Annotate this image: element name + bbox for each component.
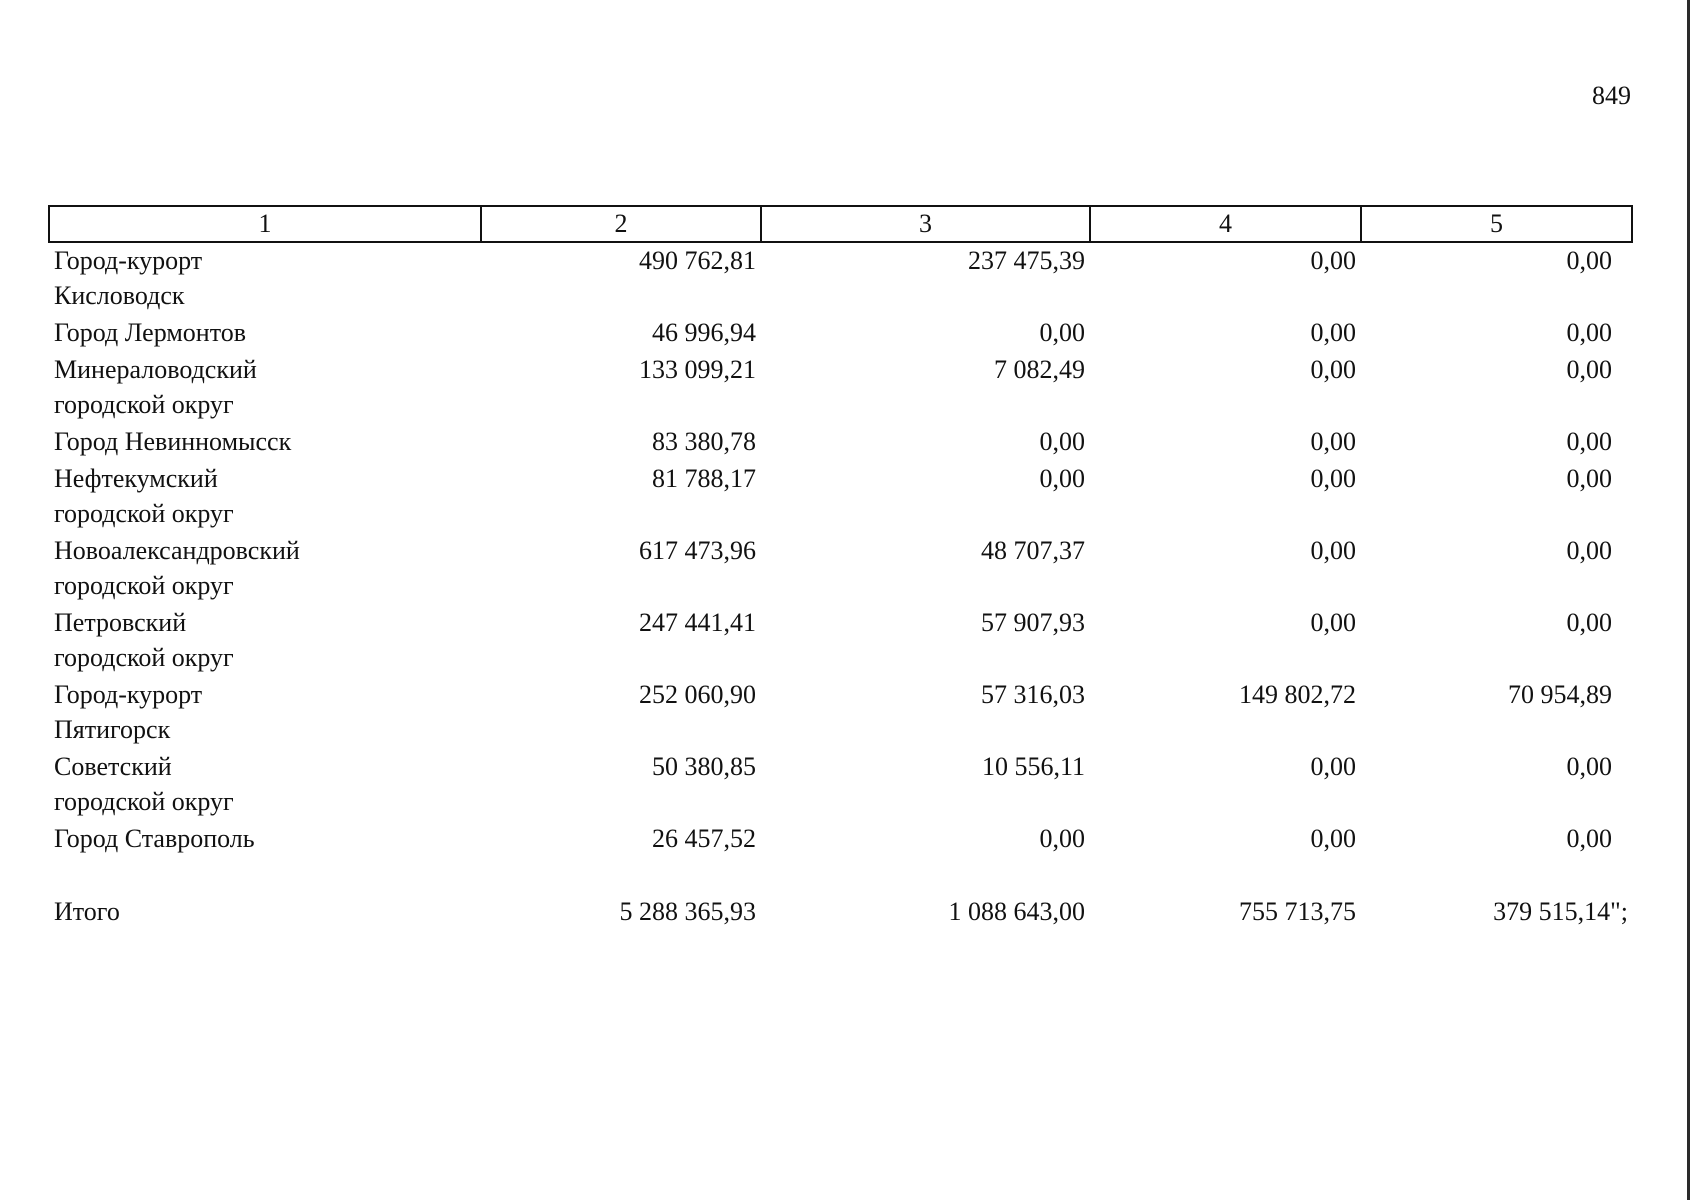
value-col-3: 0,00 — [1039, 427, 1085, 456]
value-col-2: 46 996,94 — [652, 318, 756, 347]
table-row — [49, 677, 1632, 749]
total-label: Итого — [54, 897, 120, 926]
value-col-3: 57 316,03 — [981, 680, 1085, 709]
table-row — [49, 461, 1632, 533]
value-col-4: 0,00 — [1310, 427, 1356, 456]
table-header — [49, 206, 1632, 242]
value-col-2: 247 441,41 — [639, 608, 756, 637]
value-col-5: 0,00 — [1566, 464, 1612, 493]
value-col-5: 0,00 — [1566, 318, 1612, 347]
table-row — [49, 533, 1632, 605]
header-row — [49, 206, 1632, 242]
municipality-name: Город-курорт Кисловодск — [54, 246, 203, 310]
value-col-4: 0,00 — [1310, 536, 1356, 565]
value-col-3: 0,00 — [1039, 464, 1085, 493]
municipality-name: Город Лермонтов — [54, 318, 246, 347]
table-row — [49, 605, 1632, 677]
spacer-cell — [481, 858, 761, 894]
header-col-2: 2 — [481, 206, 761, 242]
value-col-5: 0,00 — [1566, 536, 1612, 565]
page-number: 849 — [1592, 81, 1631, 110]
value-col-3: 0,00 — [1039, 824, 1085, 853]
value-col-5: 0,00 — [1566, 608, 1612, 637]
value-col-3: 48 707,37 — [981, 536, 1085, 565]
table-row — [49, 749, 1632, 821]
value-col-4: 0,00 — [1310, 464, 1356, 493]
value-col-3: 7 082,49 — [994, 355, 1085, 384]
value-col-2: 252 060,90 — [639, 680, 756, 709]
value-col-2: 81 788,17 — [652, 464, 756, 493]
value-col-3: 0,00 — [1039, 318, 1085, 347]
value-col-4: 149 802,72 — [1239, 680, 1356, 709]
total-row — [49, 894, 1632, 931]
value-col-2: 133 099,21 — [639, 355, 756, 384]
municipality-name: Город Ставрополь — [54, 824, 255, 853]
table-row — [49, 424, 1632, 461]
value-col-5: 70 954,89 — [1508, 680, 1612, 709]
header-col-4: 4 — [1090, 206, 1361, 242]
spacer-cell — [1090, 858, 1361, 894]
value-col-4: 0,00 — [1310, 608, 1356, 637]
value-col-4: 0,00 — [1310, 318, 1356, 347]
table-row — [49, 315, 1632, 352]
value-col-5: 0,00 — [1566, 246, 1612, 275]
total-value-col-2: 5 288 365,93 — [619, 897, 756, 926]
municipality-name: Нефтекумский городской округ — [54, 464, 234, 528]
value-col-4: 0,00 — [1310, 824, 1356, 853]
value-col-4: 0,00 — [1310, 752, 1356, 781]
table-row — [49, 352, 1632, 424]
value-col-2: 617 473,96 — [639, 536, 756, 565]
municipality-name: Петровский городской округ — [54, 608, 234, 672]
value-col-2: 490 762,81 — [639, 246, 756, 275]
value-col-5: 0,00 — [1566, 824, 1612, 853]
value-col-5: 0,00 — [1566, 427, 1612, 456]
header-col-5: 5 — [1361, 206, 1632, 242]
table-body — [49, 242, 1632, 931]
value-col-3: 57 907,93 — [981, 608, 1085, 637]
value-col-2: 50 380,85 — [652, 752, 756, 781]
table-row — [49, 821, 1632, 858]
value-col-5: 0,00 — [1566, 355, 1612, 384]
value-col-2: 26 457,52 — [652, 824, 756, 853]
total-value-col-4: 755 713,75 — [1239, 897, 1356, 926]
value-col-4: 0,00 — [1310, 355, 1356, 384]
municipality-name: Город Невинномысск — [54, 427, 292, 456]
spacer-cell — [761, 858, 1090, 894]
spacer-row — [49, 858, 1632, 894]
spacer-cell — [49, 858, 481, 894]
header-col-3: 3 — [761, 206, 1090, 242]
total-value-col-3: 1 088 643,00 — [948, 897, 1085, 926]
spacer-cell — [1361, 858, 1632, 894]
scan-edge-line — [1687, 0, 1690, 1200]
value-col-2: 83 380,78 — [652, 427, 756, 456]
value-col-3: 10 556,11 — [981, 752, 1085, 781]
header-col-1: 1 — [49, 206, 481, 242]
municipality-name: Минераловодский городской округ — [54, 355, 257, 419]
municipality-name: Советский городской округ — [54, 752, 234, 816]
data-table — [48, 205, 1633, 931]
data-table-container — [48, 205, 1631, 931]
value-col-3: 237 475,39 — [968, 246, 1085, 275]
table-row — [49, 242, 1632, 315]
municipality-name: Новоалександровский городской округ — [54, 536, 300, 600]
value-col-4: 0,00 — [1310, 246, 1356, 275]
total-value-col-5: 379 515,14"; — [1493, 897, 1628, 926]
municipality-name: Город-курорт Пятигорск — [54, 680, 203, 744]
value-col-5: 0,00 — [1566, 752, 1612, 781]
